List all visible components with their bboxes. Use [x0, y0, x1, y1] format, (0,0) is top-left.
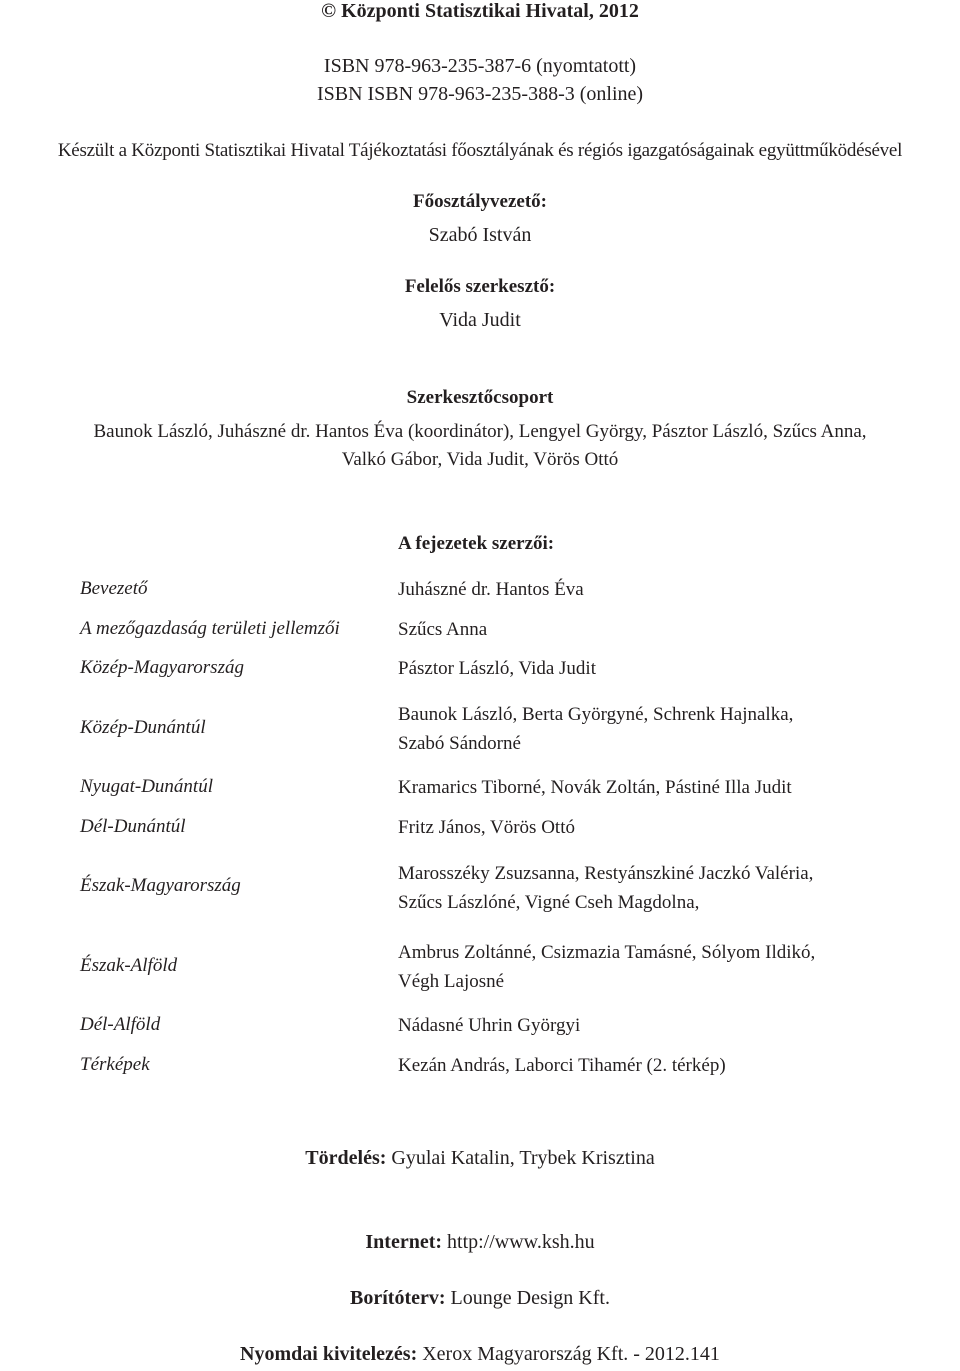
authors-heading: A fejezetek szerzői: [398, 533, 555, 554]
editor-name: Vida Judit [439, 309, 521, 331]
printing-credit [0, 1343, 960, 1366]
chapter-authors: Kezán András, Laborci Tihamér (2. térkép) [398, 1055, 726, 1076]
chapter-authors: Juhászné dr. Hantos Éva [398, 579, 584, 600]
internet-label: Internet: [365, 1231, 443, 1253]
head-of-department-label: Főosztályvezető: [413, 191, 547, 212]
internet-link[interactable]: http://www.ksh.hu [447, 1231, 595, 1253]
chapter-authors: Ambrus Zoltánné, Csizmazia Tamásné, Sólyom Ildikó, [398, 942, 816, 963]
chapter-title: Észak-Magyarország [80, 875, 241, 896]
chapter-title: Dél-Dunántúl [80, 816, 186, 837]
chapter-authors: Pásztor László, Vida Judit [398, 658, 596, 679]
prepared-by-line: Készült a Központi Statisztikai Hivatal Tájékoztatási főosztályának és régiós igazgatóságainak együttműködésével [57, 140, 903, 161]
printing-label: Nyomdai kivitelezés: [240, 1343, 418, 1365]
chapter-title: Dél-Alföld [80, 1014, 161, 1035]
isbn-print: ISBN 978-963-235-387-6 (nyomtatott) [323, 55, 637, 77]
head-of-department-name: Szabó István [428, 224, 532, 246]
internet-credit [0, 1231, 960, 1254]
editorial-team-line-2: Valkó Gábor, Vida Judit, Vörös Ottó [341, 449, 619, 470]
chapter-authors: Kramarics Tiborné, Novák Zoltán, Pástiné Illa Judit [398, 777, 792, 798]
chapter-title: A mezőgazdaság területi jellemzői [80, 618, 340, 639]
layout-credit [0, 1147, 960, 1170]
printing-value: Xerox Magyarország Kft. - 2012.141 [422, 1343, 720, 1365]
layout-credit-value: Gyulai Katalin, Trybek Krisztina [391, 1147, 655, 1169]
copyright-line: © Központi Statisztikai Hivatal, 2012 [321, 0, 639, 22]
cover-design-credit [0, 1287, 960, 1310]
chapter-authors: Szűcs Lászlóné, Vigné Cseh Magdolna, [398, 892, 700, 913]
chapter-title: Közép-Dunántúl [80, 717, 206, 738]
chapter-authors: Végh Lajosné [398, 971, 505, 992]
chapter-authors: Baunok László, Berta Györgyné, Schrenk Hajnalka, [398, 704, 794, 725]
chapter-title: Észak-Alföld [80, 955, 178, 976]
editorial-team-line-1: Baunok László, Juhászné dr. Hantos Éva (koordinátor), Lengyel György, Pásztor László, Szűcs Anna, [93, 421, 867, 442]
cover-design-value: Lounge Design Kft. [450, 1287, 610, 1309]
chapter-authors: Szabó Sándorné [398, 733, 521, 754]
editor-label: Felelős szerkesztő: [404, 276, 556, 297]
cover-design-label: Borítóterv: [350, 1287, 446, 1309]
chapter-authors: Fritz János, Vörös Ottó [398, 817, 575, 838]
chapter-title: Nyugat-Dunántúl [80, 776, 213, 797]
editorial-team-label: Szerkesztőcsoport [406, 387, 554, 408]
layout-credit-label: Tördelés: [305, 1147, 387, 1169]
chapter-authors: Nádasné Uhrin Györgyi [398, 1015, 581, 1036]
chapter-title: Térképek [80, 1054, 150, 1075]
chapter-authors: Marosszéky Zsuzsanna, Restyánszkiné Jaczkó Valéria, [398, 863, 814, 884]
isbn-online: ISBN ISBN 978-963-235-388-3 (online) [316, 83, 644, 105]
chapter-title: Közép-Magyarország [80, 657, 244, 678]
chapter-title: Bevezető [80, 578, 148, 599]
chapter-authors: Szűcs Anna [398, 619, 488, 640]
